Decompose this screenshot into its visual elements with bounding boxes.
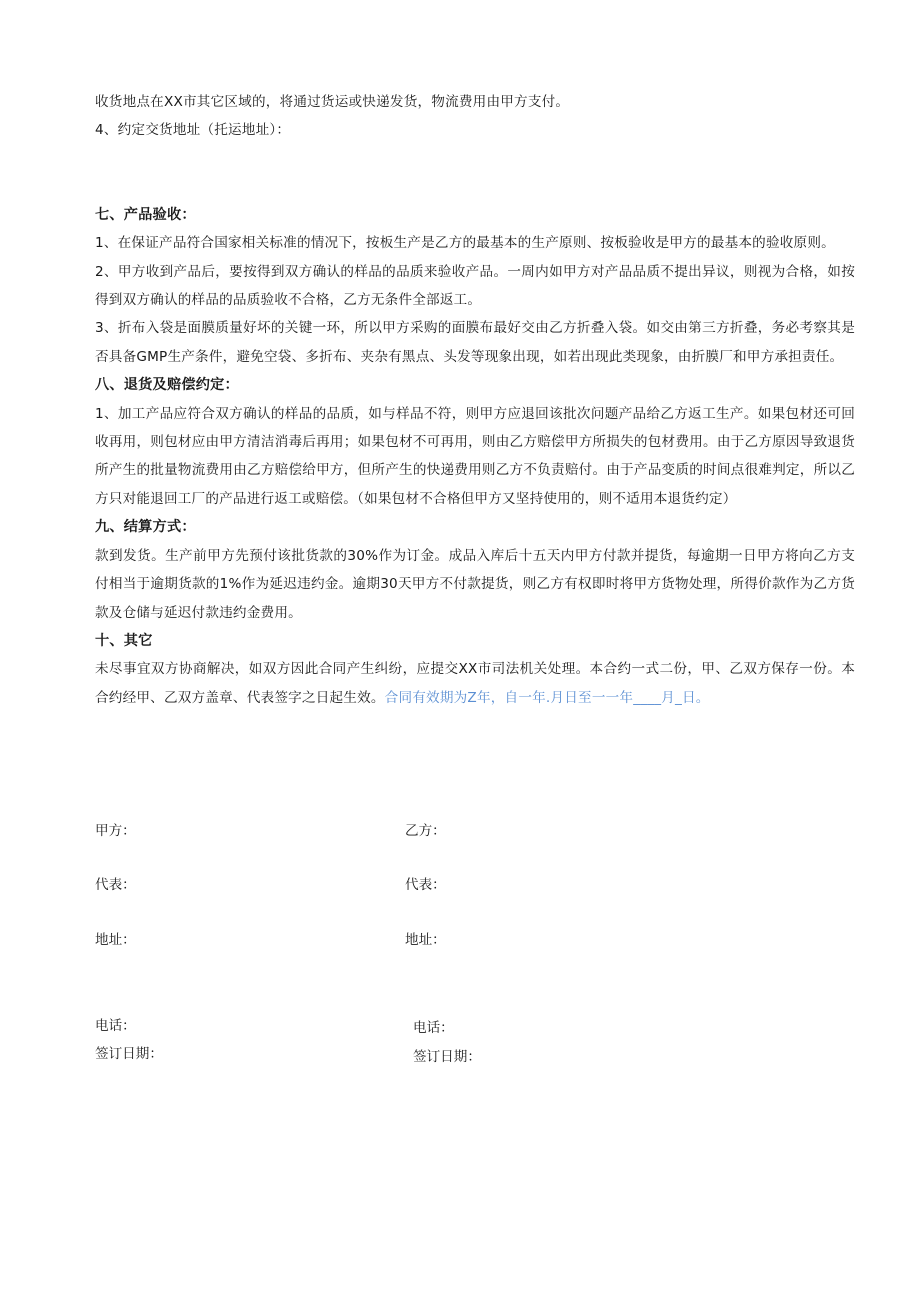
delivery-address-line: 4、约定交货地址（托运地址）： bbox=[95, 122, 291, 139]
party-b-label: 乙方： bbox=[405, 823, 446, 839]
others-main-text: 未尽事宜双方协商解决，如双方因此合同产生纠纷，应提交XX市司法机关处理。本合约一式二份，甲、乙双方保存一份。本合约经甲、乙双方盖章、代表签字之日起生效。 bbox=[95, 661, 855, 706]
party-b-date: 签订日期： bbox=[413, 1049, 481, 1065]
party-b-phone: 电话： bbox=[413, 1020, 454, 1036]
settlement-text: 款到发货。生产前甲方先预付该批货款的30%作为订金。成品入库后十五天内甲方付款并提货，每逾期一日甲方将向乙方支付相当于逾期货款的1%作为延迟违约金。逾期30天甲方不付款提货，则乙方有权即时将甲方货物处理，所得价款作为乙方货款及仓储与延迟付款违约金费用。 bbox=[95, 547, 855, 621]
validity-text: 合同有效期为Z年，自一年.月日至一一年____月_日。 bbox=[384, 689, 710, 706]
returns-heading: 八、退货及赔偿约定： bbox=[95, 377, 239, 394]
party-a-date: 签订日期： bbox=[95, 1046, 163, 1062]
others-heading: 十、其它 bbox=[95, 632, 153, 649]
party-a-phone: 电话： bbox=[95, 1018, 136, 1034]
party-a-label: 甲方： bbox=[95, 823, 136, 839]
acceptance-heading: 七、产品验收： bbox=[95, 206, 196, 223]
others-text bbox=[95, 655, 855, 712]
address-blank-space bbox=[95, 145, 855, 201]
returns-text: 1、加工产品应符合双方确认的样品的品质，如与样品不符，则甲方应退回该批次问题产品给乙方返工生产。如果包材还可回收再用，则包材应由甲方清洁消毒后再用；如果包材不可再用，则由乙方赔偿甲方所损失的包材费用。由于乙方原因导致退货所产生的批量物流费用由乙方赔偿给甲方，但所产生的快递费用则乙方不负责赔付。由于产品变质的时间点很难判定，所以乙方只对能退回工厂的产品进行返工或赔偿。（如果包材不合格但甲方又坚持使用的，则不适用本退货约定） bbox=[95, 405, 855, 507]
contract-body bbox=[95, 88, 855, 712]
party-a-address: 地址： bbox=[95, 932, 136, 948]
acceptance-item-1: 1、在保证产品符合国家相关标准的情况下，按板生产是乙方的最基本的生产原则、按板验收是甲方的最基本的验收原则。 bbox=[95, 235, 835, 252]
party-b-rep: 代表： bbox=[405, 877, 446, 893]
shipping-line-1: 收货地点在XX市其它区域的，将通过货运或快递发货，物流费用由甲方支付。 bbox=[95, 94, 570, 110]
party-b-address: 地址： bbox=[405, 932, 446, 948]
party-a-rep: 代表： bbox=[95, 877, 136, 893]
acceptance-item-3: 3、折布入袋是面膜质量好坏的关键一环，所以甲方采购的面膜布最好交由乙方折叠入袋。如交由第三方折叠，务必考察其是否具备GMP生产条件，避免空袋、多折布、夹杂有黑点、头发等现象出现，如若出现此类现象，由折膜厂和甲方承担责任。 bbox=[95, 320, 855, 365]
acceptance-item-2: 2、甲方收到产品后，要按得到双方确认的样品的品质来验收产品。一周内如甲方对产品品质不提出异议，则视为合格，如按得到双方确认的样品的品质验收不合格，乙方无条件全部返工。 bbox=[95, 263, 855, 309]
settlement-heading: 九、结算方式： bbox=[95, 519, 196, 536]
